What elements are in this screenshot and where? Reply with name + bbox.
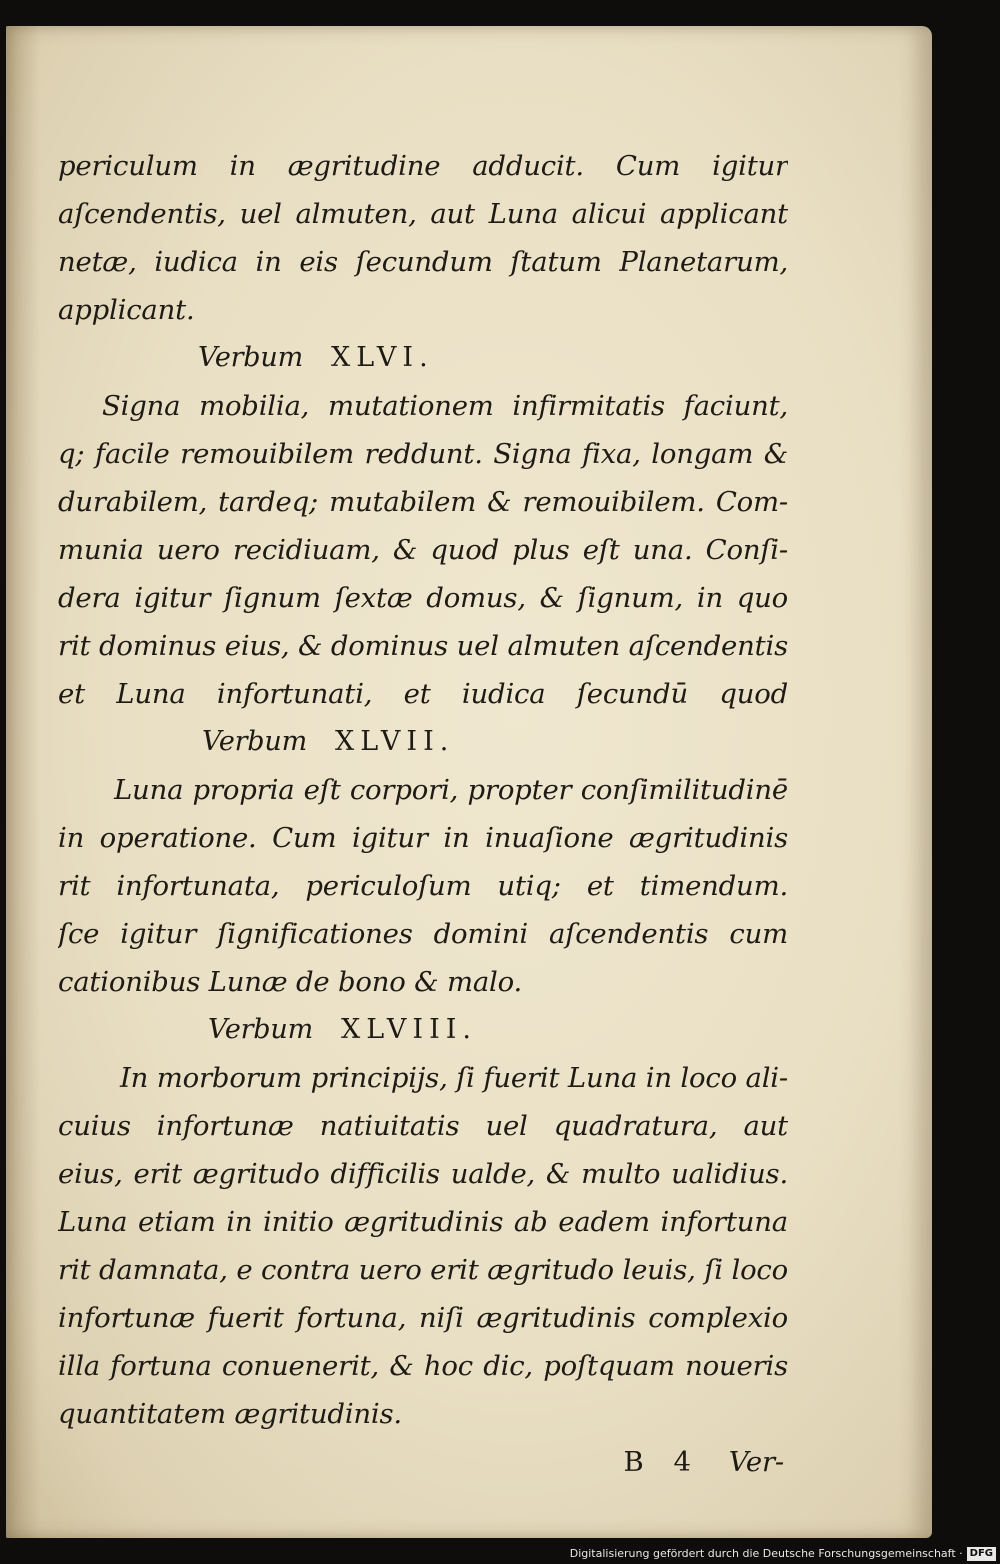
dfg-logo: DFG — [967, 1547, 996, 1561]
text-line: cationibus Lunæ de bono & malo. — [58, 966, 523, 998]
catchword: Ver- — [728, 1446, 784, 1478]
funding-credit — [564, 1544, 1000, 1564]
text-line: rit infortunata, periculoſum utiq; et timendum. — [58, 870, 788, 902]
text-line: infortunæ fuerit fortuna, niſi ægritudinis complexio — [58, 1302, 788, 1334]
section-heading — [58, 718, 788, 766]
text-line: illa fortuna conuenerit, & hoc dic, poſtquam noueris — [58, 1350, 788, 1382]
book-page — [6, 26, 932, 1538]
heading-word: Verbum — [198, 342, 303, 373]
text-line: quantitatem ægritudinis. — [58, 1398, 402, 1430]
text-line: cuius infortunæ natiuitatis uel quadratura, aut — [58, 1110, 788, 1142]
funding-credit-text: Digitalisierung gefördert durch die Deutsche Forschungsgemeinschaft · — [569, 1547, 963, 1560]
heading-number: XLVI. — [330, 342, 434, 373]
text-line: periculum in ægritudine adducit. Cum igitur — [58, 150, 788, 182]
catchline — [58, 1438, 788, 1486]
heading-number: XLVIII. — [340, 1014, 478, 1045]
text-line: durabilem, tardeq; mutabilem & remouibilem. Com- — [58, 486, 788, 518]
text-line: eius, erit ægritudo difficilis ualde, & multo ualidius. — [58, 1158, 788, 1190]
text-line: Luna propria eſt corpori, propter conſimilitudinē — [114, 774, 788, 806]
signature-number: 4 — [673, 1446, 691, 1478]
text-line: in operatione. Cum igitur in inuaſione ægritudinis — [58, 822, 788, 854]
text-line: rit damnata, e contra uero erit ægritudo leuis, ſi loco — [58, 1254, 788, 1286]
text-line: netæ, iudica in eis ſecundum ſtatum Planetarum, — [58, 246, 788, 278]
signature-mark: B — [623, 1446, 644, 1478]
heading-number: XLVII. — [334, 726, 455, 757]
heading-word: Verbum — [202, 726, 307, 757]
text-line: munia uero recidiuam, & quod plus eſt una. Conſi- — [58, 534, 788, 566]
text-line: applicant. — [58, 294, 195, 326]
text-line: Luna etiam in initio ægritudinis ab eadem infortuna — [58, 1206, 788, 1238]
heading-word: Verbum — [208, 1014, 313, 1045]
text-line: q; facile remouibilem reddunt. Signa fixa, longam & — [58, 438, 788, 470]
page-text — [58, 142, 788, 1486]
text-line: rit dominus eius, & dominus uel almuten aſcendentis — [58, 630, 788, 662]
text-line: aſcendentis, uel almuten, aut Luna alicui applicant — [58, 198, 788, 230]
text-line: dera igitur ſignum ſextæ domus, & ſignum, in quo — [58, 582, 788, 614]
text-line: In morborum principijs, ſi fuerit Luna in loco ali- — [120, 1062, 788, 1094]
text-line: Signa mobilia, mutationem infirmitatis faciunt, — [102, 390, 788, 422]
page-gutter-shadow — [6, 26, 40, 1538]
section-heading — [58, 1006, 788, 1054]
section-heading — [58, 334, 788, 382]
text-line: ſce igitur ſignificationes domini aſcendentis cum — [58, 918, 788, 950]
text-line: et Luna infortunati, et iudica ſecundū quod — [58, 678, 788, 710]
